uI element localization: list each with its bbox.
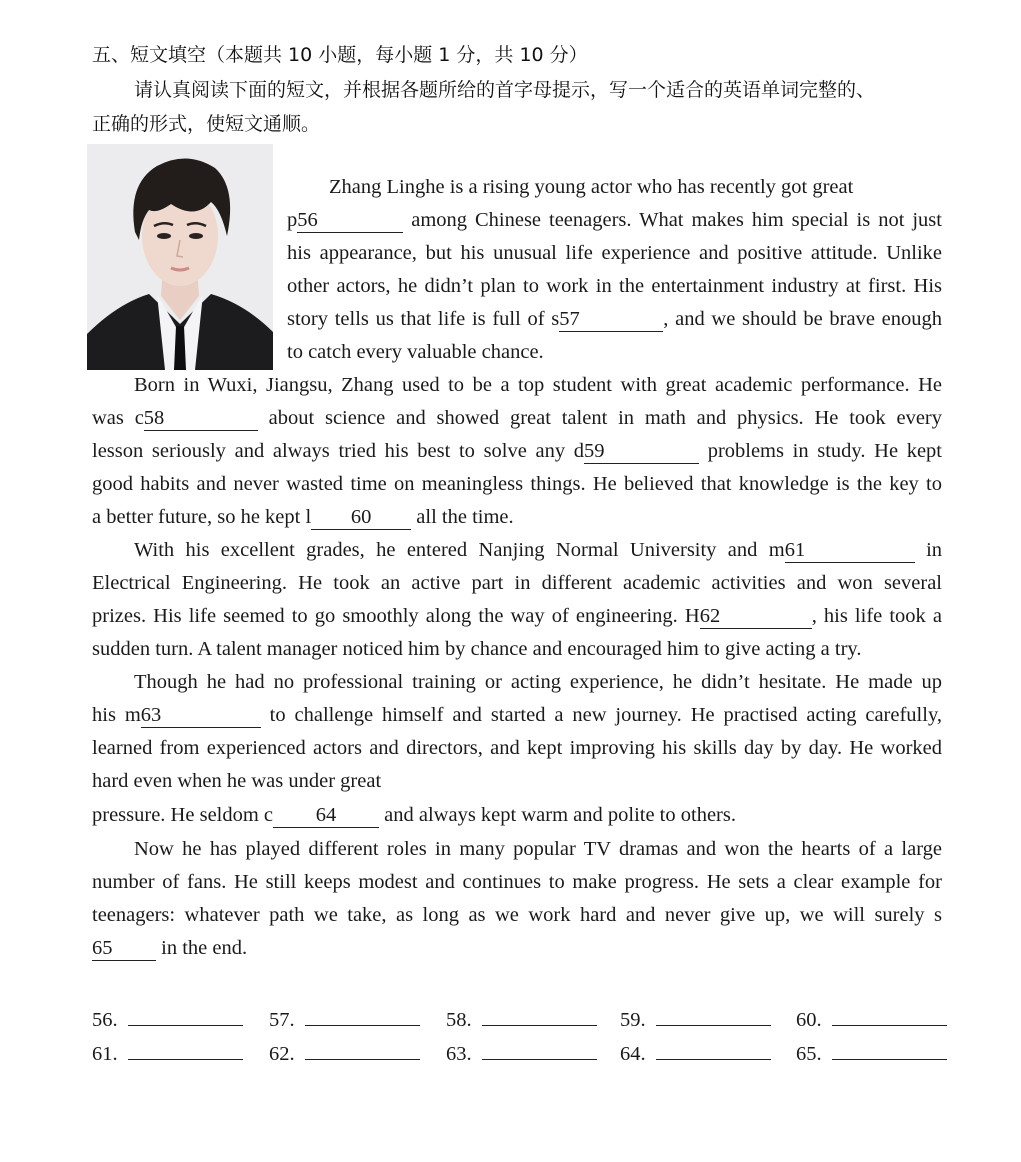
answer-slot-62[interactable] bbox=[269, 1039, 420, 1066]
answer-slot-56[interactable] bbox=[92, 1005, 243, 1032]
answer-number: 60. bbox=[796, 1009, 822, 1031]
answer-number: 64. bbox=[620, 1043, 646, 1065]
passage-line: hard even when he was under great bbox=[92, 770, 382, 792]
passage-line: other actors, he didn’t plan to work in the entertainment industry at first. His bbox=[287, 275, 942, 297]
passage-line: good habits and never wasted time on meaningless things. He believed that knowledge is the key to bbox=[92, 473, 942, 495]
passage-line: teenagers: whatever path we take, as long as we work hard and never give up, we will surely s bbox=[92, 904, 942, 926]
actor-portrait-icon bbox=[87, 144, 273, 370]
answer-slot-57[interactable] bbox=[269, 1005, 420, 1032]
instruction-line-2: 正确的形式，使短文通顺。 bbox=[92, 113, 321, 135]
passage-line bbox=[134, 536, 942, 564]
answer-line[interactable] bbox=[832, 1039, 947, 1060]
passage-line bbox=[92, 437, 942, 465]
answer-slot-64[interactable] bbox=[620, 1039, 771, 1066]
answer-number: 58. bbox=[446, 1009, 472, 1031]
answer-line[interactable] bbox=[656, 1005, 771, 1026]
blank-56[interactable]: 56 bbox=[297, 209, 403, 233]
answer-slot-65[interactable] bbox=[796, 1039, 947, 1066]
answer-number: 57. bbox=[269, 1009, 295, 1031]
blank-57[interactable]: 57 bbox=[559, 308, 663, 332]
passage-line: Now he has played different roles in many popular TV dramas and won the hearts of a large bbox=[134, 838, 942, 860]
passage-line bbox=[92, 503, 514, 531]
passage-line bbox=[92, 701, 942, 729]
passage-text: in the end. bbox=[161, 937, 248, 959]
answer-number: 65. bbox=[796, 1043, 822, 1065]
answer-line[interactable] bbox=[305, 1005, 420, 1026]
answer-number: 61. bbox=[92, 1043, 118, 1065]
passage-text: about science and showed great talent in math and physics. He took every bbox=[268, 407, 942, 429]
passage-line: Born in Wuxi, Jiangsu, Zhang used to be a top student with great academic performance. He bbox=[134, 374, 942, 396]
answer-line[interactable] bbox=[305, 1039, 420, 1060]
passage-text: to challenge himself and started a new journey. He practised acting carefully, bbox=[269, 704, 942, 726]
passage-text: among Chinese teenagers. What makes him special is not just bbox=[411, 209, 942, 231]
blank-65[interactable]: 65 bbox=[92, 937, 156, 961]
passage-text: , his life took a bbox=[811, 605, 942, 627]
answer-slot-59[interactable] bbox=[620, 1005, 771, 1032]
passage-line bbox=[92, 934, 247, 962]
passage-line bbox=[92, 801, 736, 829]
answer-number: 59. bbox=[620, 1009, 646, 1031]
passage-text: pressure. He seldom c bbox=[92, 804, 274, 826]
passage-text: all the time. bbox=[416, 506, 514, 528]
passage-line: Electrical Engineering. He took an active part in different academic activities and won several bbox=[92, 572, 942, 594]
blank-61[interactable]: 61 bbox=[785, 539, 915, 563]
answer-line[interactable] bbox=[832, 1005, 947, 1026]
passage-text: , and we should be brave enough bbox=[663, 308, 942, 330]
passage-line: number of fans. He still keeps modest and continues to make progress. He sets a clear example for bbox=[92, 871, 942, 893]
answer-slot-61[interactable] bbox=[92, 1039, 243, 1066]
passage-text: a better future, so he kept l bbox=[92, 506, 312, 528]
passage-line bbox=[287, 305, 942, 333]
passage-text: and always kept warm and polite to others. bbox=[384, 804, 736, 826]
passage-text: lesson seriously and always tried his best to solve any d bbox=[92, 440, 585, 462]
blank-58[interactable]: 58 bbox=[144, 407, 258, 431]
blank-63[interactable]: 63 bbox=[141, 704, 261, 728]
instruction-line-1: 请认真阅读下面的短文，并根据各题所给的首字母提示，写一个适合的英语单词完整的、 bbox=[134, 79, 876, 101]
passage-text: story tells us that life is full of s bbox=[287, 308, 560, 330]
answer-slot-60[interactable] bbox=[796, 1005, 947, 1032]
passage-text: his m bbox=[92, 704, 141, 726]
answer-number: 56. bbox=[92, 1009, 118, 1031]
answer-number: 63. bbox=[446, 1043, 472, 1065]
answer-number: 62. bbox=[269, 1043, 295, 1065]
section-heading: 五、短文填空（本题共 10 小题，每小题 1 分，共 10 分） bbox=[92, 44, 588, 66]
passage-line: his appearance, but his unusual life experience and positive attitude. Unlike bbox=[287, 242, 942, 264]
blank-62[interactable]: 62 bbox=[700, 605, 812, 629]
passage-line bbox=[92, 602, 942, 630]
answer-line[interactable] bbox=[482, 1039, 597, 1060]
answer-line[interactable] bbox=[128, 1005, 243, 1026]
passage-line bbox=[287, 206, 942, 234]
passage-line bbox=[92, 404, 942, 432]
answer-line[interactable] bbox=[128, 1039, 243, 1060]
answer-slot-63[interactable] bbox=[446, 1039, 597, 1066]
blank-64[interactable]: 64 bbox=[273, 804, 379, 828]
blank-60[interactable]: 60 bbox=[311, 506, 411, 530]
passage-text: prizes. His life seemed to go smoothly along the way of engineering. H bbox=[92, 605, 700, 627]
passage-line: sudden turn. A talent manager noticed him by chance and encouraged him to give acting a try. bbox=[92, 638, 862, 660]
hint-letter: p bbox=[287, 209, 298, 231]
actor-portrait-photo bbox=[87, 144, 273, 370]
passage-text: in bbox=[926, 539, 943, 561]
passage-text: problems in study. He kept bbox=[707, 440, 942, 462]
answer-line[interactable] bbox=[656, 1039, 771, 1060]
answer-slot-58[interactable] bbox=[446, 1005, 597, 1032]
blank-59[interactable]: 59 bbox=[584, 440, 699, 464]
answer-row bbox=[92, 1005, 944, 1035]
passage-line: Zhang Linghe is a rising young actor who has recently got great bbox=[329, 176, 854, 198]
answer-row bbox=[92, 1039, 944, 1069]
passage-text: With his excellent grades, he entered Nanjing Normal University and m bbox=[134, 539, 785, 561]
passage-text: was c bbox=[92, 407, 144, 429]
passage-line: to catch every valuable chance. bbox=[287, 341, 544, 363]
passage-line: learned from experienced actors and directors, and kept improving his skills day by day. He worked bbox=[92, 737, 942, 759]
passage-line: Though he had no professional training or acting experience, he didn’t hesitate. He made up bbox=[134, 671, 942, 693]
answer-line[interactable] bbox=[482, 1005, 597, 1026]
